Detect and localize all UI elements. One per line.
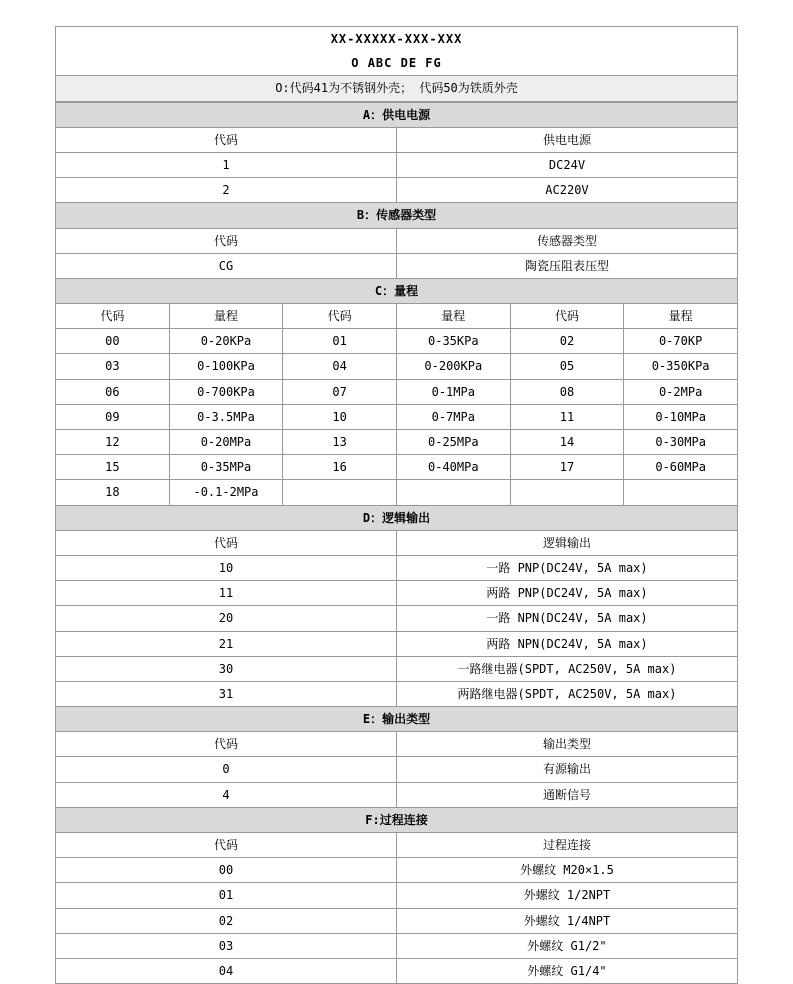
- column-header-row: [56, 304, 738, 329]
- section-header-row: [56, 807, 738, 832]
- table-row: [56, 656, 738, 681]
- table-cell: 外螺纹 G1/2": [396, 933, 737, 958]
- table-cell: 两路继电器(SPDT, AC250V, 5A max): [396, 681, 737, 706]
- table-cell: 07: [283, 379, 397, 404]
- table-cell: 0-35MPa: [169, 455, 283, 480]
- housing-note-text: O:代码41为不锈钢外壳； 代码50为铁质外壳: [56, 76, 738, 101]
- section-header-row: [56, 102, 738, 127]
- table-cell: 4: [56, 782, 397, 807]
- table-row: [56, 883, 738, 908]
- table-cell: 00: [56, 329, 170, 354]
- table-row: [56, 782, 738, 807]
- table-row: [56, 631, 738, 656]
- table-cell: 一路继电器(SPDT, AC250V, 5A max): [396, 656, 737, 681]
- table-cell: 04: [283, 354, 397, 379]
- table-cell: AC220V: [396, 178, 737, 203]
- table-cell: 0-10MPa: [624, 404, 738, 429]
- column-header-cell: 逻辑输出: [396, 530, 737, 555]
- table-cell: 08: [510, 379, 624, 404]
- column-header-cell: 供电电源: [396, 127, 737, 152]
- table-row: [56, 757, 738, 782]
- table-cell: 12: [56, 430, 170, 455]
- table-cell: 0-2MPa: [624, 379, 738, 404]
- table-cell: 16: [283, 455, 397, 480]
- column-header-cell: 代码: [283, 304, 397, 329]
- table-row: [56, 253, 738, 278]
- column-header-cell: 代码: [56, 530, 397, 555]
- table-cell: 一路 NPN(DC24V, 5A max): [396, 606, 737, 631]
- spec-sections-table: [55, 102, 738, 984]
- table-cell: 03: [56, 933, 397, 958]
- table-cell: 0-20KPa: [169, 329, 283, 354]
- table-cell: 通断信号: [396, 782, 737, 807]
- table-row: [56, 958, 738, 983]
- column-header-row: [56, 127, 738, 152]
- section-header-row: [56, 278, 738, 303]
- table-cell: 0-25MPa: [396, 430, 510, 455]
- column-header-cell: 量程: [624, 304, 738, 329]
- column-header-cell: 过程连接: [396, 833, 737, 858]
- table-cell: 10: [56, 555, 397, 580]
- column-header-cell: 代码: [56, 833, 397, 858]
- column-header-cell: 传感器类型: [396, 228, 737, 253]
- model-legend-text: O ABC DE FG: [56, 51, 738, 76]
- table-cell: 31: [56, 681, 397, 706]
- table-cell: 外螺纹 1/2NPT: [396, 883, 737, 908]
- section-title: F:过程连接: [56, 807, 738, 832]
- column-header-row: [56, 530, 738, 555]
- section-title: E：输出类型: [56, 707, 738, 732]
- spec-sections-body: [56, 102, 738, 984]
- table-cell: 17: [510, 455, 624, 480]
- table-cell: 0-35KPa: [396, 329, 510, 354]
- table-cell: 0-3.5MPa: [169, 404, 283, 429]
- column-header-row: [56, 833, 738, 858]
- table-row: [56, 933, 738, 958]
- table-cell: 外螺纹 G1/4": [396, 958, 737, 983]
- table-row: [56, 178, 738, 203]
- section-header-row: [56, 203, 738, 228]
- table-cell: 30: [56, 656, 397, 681]
- table-cell: 01: [56, 883, 397, 908]
- model-code-row: [56, 27, 738, 52]
- column-header-cell: 量程: [396, 304, 510, 329]
- section-header-row: [56, 707, 738, 732]
- table-cell: 06: [56, 379, 170, 404]
- table-cell: 0-70KP: [624, 329, 738, 354]
- section-title: D：逻辑输出: [56, 505, 738, 530]
- column-header-cell: 输出类型: [396, 732, 737, 757]
- model-code-table: [55, 26, 738, 102]
- table-cell: 0-40MPa: [396, 455, 510, 480]
- table-row: [56, 430, 738, 455]
- table-cell: 有源输出: [396, 757, 737, 782]
- table-cell: 15: [56, 455, 170, 480]
- table-cell: 14: [510, 430, 624, 455]
- table-cell: 18: [56, 480, 170, 505]
- table-cell: 10: [283, 404, 397, 429]
- model-code-text: XX-XXXXX-XXX-XXX: [56, 27, 738, 52]
- section-title: A：供电电源: [56, 102, 738, 127]
- table-cell: 外螺纹 M20×1.5: [396, 858, 737, 883]
- table-cell: 0-700KPa: [169, 379, 283, 404]
- table-cell: 一路 PNP(DC24V, 5A max): [396, 555, 737, 580]
- table-cell: 02: [56, 908, 397, 933]
- table-row: [56, 555, 738, 580]
- model-legend-row: [56, 51, 738, 76]
- table-cell: 11: [510, 404, 624, 429]
- table-cell: DC24V: [396, 152, 737, 177]
- section-header-row: [56, 505, 738, 530]
- table-row: [56, 581, 738, 606]
- table-cell: 13: [283, 430, 397, 455]
- table-cell: 21: [56, 631, 397, 656]
- section-title: C：量程: [56, 278, 738, 303]
- table-cell: 0-30MPa: [624, 430, 738, 455]
- table-cell: [510, 480, 624, 505]
- model-code-body: [56, 27, 738, 102]
- column-header-cell: 量程: [169, 304, 283, 329]
- column-header-row: [56, 228, 738, 253]
- table-row: [56, 606, 738, 631]
- table-row: [56, 329, 738, 354]
- table-cell: 00: [56, 858, 397, 883]
- table-cell: 1: [56, 152, 397, 177]
- table-cell: 05: [510, 354, 624, 379]
- table-cell: 外螺纹 1/4NPT: [396, 908, 737, 933]
- table-cell: 11: [56, 581, 397, 606]
- table-cell: 0-7MPa: [396, 404, 510, 429]
- table-row: [56, 681, 738, 706]
- table-cell: 09: [56, 404, 170, 429]
- column-header-cell: 代码: [56, 732, 397, 757]
- table-cell: 两路 PNP(DC24V, 5A max): [396, 581, 737, 606]
- table-cell: 0-1MPa: [396, 379, 510, 404]
- table-cell: -0.1-2MPa: [169, 480, 283, 505]
- table-row: [56, 152, 738, 177]
- column-header-row: [56, 732, 738, 757]
- table-cell: CG: [56, 253, 397, 278]
- table-row: [56, 480, 738, 505]
- table-cell: [283, 480, 397, 505]
- table-cell: 2: [56, 178, 397, 203]
- table-cell: 两路 NPN(DC24V, 5A max): [396, 631, 737, 656]
- section-title: B：传感器类型: [56, 203, 738, 228]
- table-row: [56, 404, 738, 429]
- table-cell: [396, 480, 510, 505]
- table-cell: 0-60MPa: [624, 455, 738, 480]
- table-cell: 0-20MPa: [169, 430, 283, 455]
- table-cell: 0-100KPa: [169, 354, 283, 379]
- column-header-cell: 代码: [510, 304, 624, 329]
- table-cell: 20: [56, 606, 397, 631]
- table-cell: [624, 480, 738, 505]
- table-cell: 02: [510, 329, 624, 354]
- table-row: [56, 908, 738, 933]
- table-cell: 0: [56, 757, 397, 782]
- column-header-cell: 代码: [56, 304, 170, 329]
- housing-note-row: [56, 76, 738, 101]
- table-cell: 陶瓷压阻表压型: [396, 253, 737, 278]
- table-cell: 03: [56, 354, 170, 379]
- column-header-cell: 代码: [56, 228, 397, 253]
- table-cell: 01: [283, 329, 397, 354]
- table-cell: 0-350KPa: [624, 354, 738, 379]
- table-row: [56, 455, 738, 480]
- table-row: [56, 354, 738, 379]
- table-cell: 0-200KPa: [396, 354, 510, 379]
- column-header-cell: 代码: [56, 127, 397, 152]
- table-row: [56, 379, 738, 404]
- table-cell: 04: [56, 958, 397, 983]
- table-row: [56, 858, 738, 883]
